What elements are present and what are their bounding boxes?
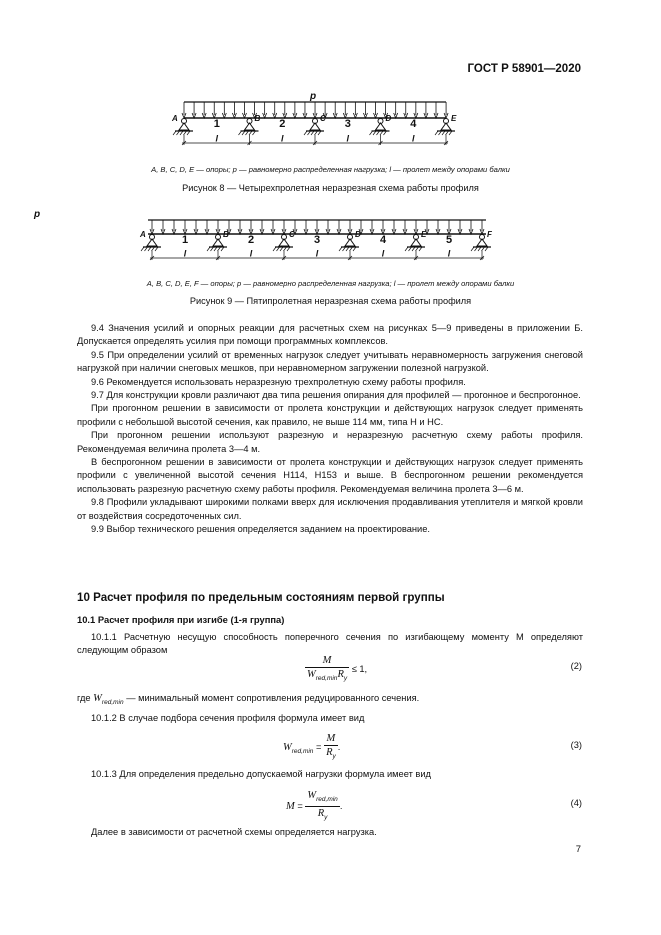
support-hatch <box>353 247 356 251</box>
span-number: 2 <box>247 234 255 246</box>
support-hatch <box>409 247 412 251</box>
support-hatch <box>449 131 452 135</box>
formula-4: M = $\frac{W_{red,min}}{R_y}$ . <box>286 790 343 821</box>
support-hatch <box>287 247 290 251</box>
formula-2-number: (2) <box>570 661 582 671</box>
support-hatch <box>416 247 419 251</box>
figure-9-beam-diagram <box>34 209 504 274</box>
subsection-heading: 10.1 Расчет профиля при изгибе (1-я группа) <box>77 614 285 625</box>
support-hatch <box>412 247 415 251</box>
support-hatch <box>478 247 481 251</box>
span-number: 4 <box>410 118 417 130</box>
paragraph: При прогонном решении используют разрезную и неразрезную расчетную схему работы профиля. Рекомендуемая величина пролета 3—4 м. <box>77 430 583 454</box>
support-hatch <box>405 247 408 251</box>
support-hatch <box>277 247 280 251</box>
support-hatch <box>177 131 180 135</box>
paragraph: 10.1.1 Расчетную несущую способность поперечного сечения по изгибающему моменту M определяют следующим образом <box>77 632 583 656</box>
paragraph: При прогонном решении в зависимости от пролета конструкции и действующих нагрузок следует применять профили с небольшой высотой сечения, как правило, не выше 114 мм, типа Н и НС. <box>77 403 583 427</box>
formula-2-rhs: ≤ 1, <box>351 663 368 674</box>
support-hatch <box>221 247 224 251</box>
figure-8-beam-diagram <box>170 88 470 158</box>
span-length-label: l <box>280 133 284 144</box>
formula-3: $W_{red,min}$ = $\frac{M}{R_y}$ . <box>283 733 341 760</box>
support-hatch <box>471 247 474 251</box>
paragraph: 9.6 Рекомендуется использовать неразрезную трехпролетную схему работы профиля. <box>91 376 466 387</box>
paragraph: 9.5 При определении усилий от временных нагрузок следует учитывать неравномерность загружения снеговой нагрузкой при наличии снеговых мешков, при неравномерном загружении полезной нагрузкой. <box>77 349 583 374</box>
support-triangle <box>245 123 255 130</box>
support-hatch <box>253 131 256 135</box>
clause-10-1-3: 10.1.3 Для определения предельно допускаемой нагрузки формула имеет вид <box>91 769 431 779</box>
span-length-label: l <box>411 133 415 144</box>
support-hatch <box>380 131 383 135</box>
support-hatch <box>311 131 314 135</box>
support-hatch <box>442 131 445 135</box>
page-number: 7 <box>575 844 581 855</box>
support-label: A <box>172 114 178 123</box>
support-label: C <box>289 230 295 239</box>
support-hatch <box>377 131 380 135</box>
figure-8-load-arrows <box>182 102 448 118</box>
paragraph: 9.9 Выбор технического решения определяется заданием на проектирование. <box>91 524 430 535</box>
formula-2: $\frac{M}{W_{red,min}R_y}$ ≤ 1, <box>307 655 368 682</box>
support-hatch <box>273 247 276 251</box>
span-length-label: l <box>447 248 451 259</box>
paragraph: 9.8 Профили укладывают широкими полками вверх для исключения продавливания утеплителя и мягкой кровли от воздействия сосредоточенных сил. <box>77 497 583 521</box>
where-clause: где $W_{red,min}$ — минимальный момент сопротивления редуцированного сечения. <box>77 693 420 706</box>
support-label: A <box>140 230 146 239</box>
support-hatch <box>308 131 311 135</box>
support-label: D <box>385 114 392 123</box>
support-hatch <box>435 131 438 135</box>
span-length-label: l <box>381 248 385 259</box>
span-length-label: l <box>315 248 319 259</box>
support-hatch <box>214 247 217 251</box>
support-triangle <box>147 239 157 246</box>
support-triangle <box>279 239 289 246</box>
support-triangle <box>179 123 189 130</box>
support-hatch <box>439 131 442 135</box>
formula-4-number: (4) <box>570 798 582 808</box>
figure-9-caption: Рисунок 9 — Пятипролетная неразрезная схема работы профиля <box>189 296 472 306</box>
support-hatch <box>350 247 353 251</box>
support-hatch <box>155 247 158 251</box>
span-number: 1 <box>213 118 220 130</box>
figure-8-legend: A, B, C, D, E — опоры; p — равномерно распределенная нагрузка; l — пролет между опорами балки <box>151 165 510 174</box>
span-number: 3 <box>344 118 351 130</box>
span-number: 2 <box>279 118 286 130</box>
span-number: 3 <box>313 234 321 246</box>
figure-9-load-arrows <box>150 220 484 234</box>
support-hatch <box>419 247 422 251</box>
span-length-label: l <box>346 133 350 144</box>
closing-paragraph: Далее в зависимости от расчетной схемы определяется нагрузка. <box>91 827 377 837</box>
support-hatch <box>180 131 183 135</box>
figure-9-legend: A, B, C, D, E, F — опоры; p — равномерно распределенная нагрузка; l — пролет между опорами балки <box>146 279 515 288</box>
support-hatch <box>318 131 321 135</box>
support-hatch <box>284 247 287 251</box>
clause-10-1-2: 10.1.2 В случае подбора сечения профиля формула имеет вид <box>91 713 365 723</box>
support-triangle <box>310 123 320 130</box>
support-triangle <box>213 239 223 246</box>
support-triangle <box>441 123 451 130</box>
load-label: p <box>310 91 317 102</box>
support-triangle <box>477 239 487 246</box>
span-length-label: l <box>183 248 187 259</box>
support-hatch <box>475 247 478 251</box>
figure-8-dimension-lines <box>182 135 448 145</box>
support-hatch <box>152 247 155 251</box>
support-hatch <box>384 131 387 135</box>
support-hatch <box>315 131 318 135</box>
support-hatch <box>173 131 176 135</box>
span-number: 5 <box>445 234 453 246</box>
support-hatch <box>141 247 144 251</box>
support-hatch <box>339 247 342 251</box>
support-hatch <box>187 131 190 135</box>
support-hatch <box>485 247 488 251</box>
paragraph: 9.4 Значения усилий и опорных реакции для расчетных схем на рисунках 5—9 приведены в приложении Б. Допускается определять усилия при помощи программных комплексов. <box>77 323 583 347</box>
span-number: 1 <box>181 234 189 246</box>
support-label: C <box>320 114 326 123</box>
support-label: B <box>254 114 261 123</box>
formula-2-numerator: M <box>322 655 332 666</box>
support-hatch <box>280 247 283 251</box>
figure-8-caption: Рисунок 8 — Четырехпролетная неразрезная схема работы профиля <box>182 183 479 193</box>
support-triangle <box>376 123 386 130</box>
support-hatch <box>482 247 485 251</box>
support-hatch <box>346 247 349 251</box>
paragraph: 9.7 Для конструкции кровли различают два типа решения опирания для профилей — прогонное и беспрогонное. <box>91 390 581 401</box>
span-length-label: l <box>249 248 253 259</box>
support-triangle <box>345 239 355 246</box>
formula-3-number: (3) <box>570 740 582 750</box>
support-hatch <box>242 131 245 135</box>
support-hatch <box>218 247 221 251</box>
support-hatch <box>239 131 242 135</box>
support-hatch <box>145 247 148 251</box>
clause-9-text <box>77 322 583 537</box>
support-hatch <box>370 131 373 135</box>
support-label: B <box>223 230 229 239</box>
document-code: ГОСТ Р 58901—2020 <box>467 63 581 75</box>
support-hatch <box>304 131 307 135</box>
support-hatch <box>246 131 249 135</box>
support-hatch <box>207 247 210 251</box>
support-hatch <box>148 247 151 251</box>
load-label: p <box>34 209 41 220</box>
support-triangle <box>411 239 421 246</box>
support-hatch <box>184 131 187 135</box>
support-hatch <box>446 131 449 135</box>
support-label: F <box>487 230 492 239</box>
support-hatch <box>249 131 252 135</box>
paragraph: В беспрогонном решении в зависимости от пролета конструкции и действующих нагрузок следует применять профили с увеличенной высотой сечения Н114, Н153 и выше. В беспрогонном решении рекомендуется использовать разрезную расчетную схему работы профиля. Рекомендуемая величина пролета 3—6 м. <box>77 457 583 494</box>
support-label: E <box>421 230 427 239</box>
support-hatch <box>211 247 214 251</box>
support-hatch <box>373 131 376 135</box>
section-heading: 10 Расчет профиля по предельным состояниям первой группы <box>77 591 445 604</box>
support-hatch <box>343 247 346 251</box>
span-length-label: l <box>215 133 219 144</box>
span-number: 4 <box>379 234 387 246</box>
support-label: E <box>451 114 457 123</box>
support-label: D <box>355 230 361 239</box>
